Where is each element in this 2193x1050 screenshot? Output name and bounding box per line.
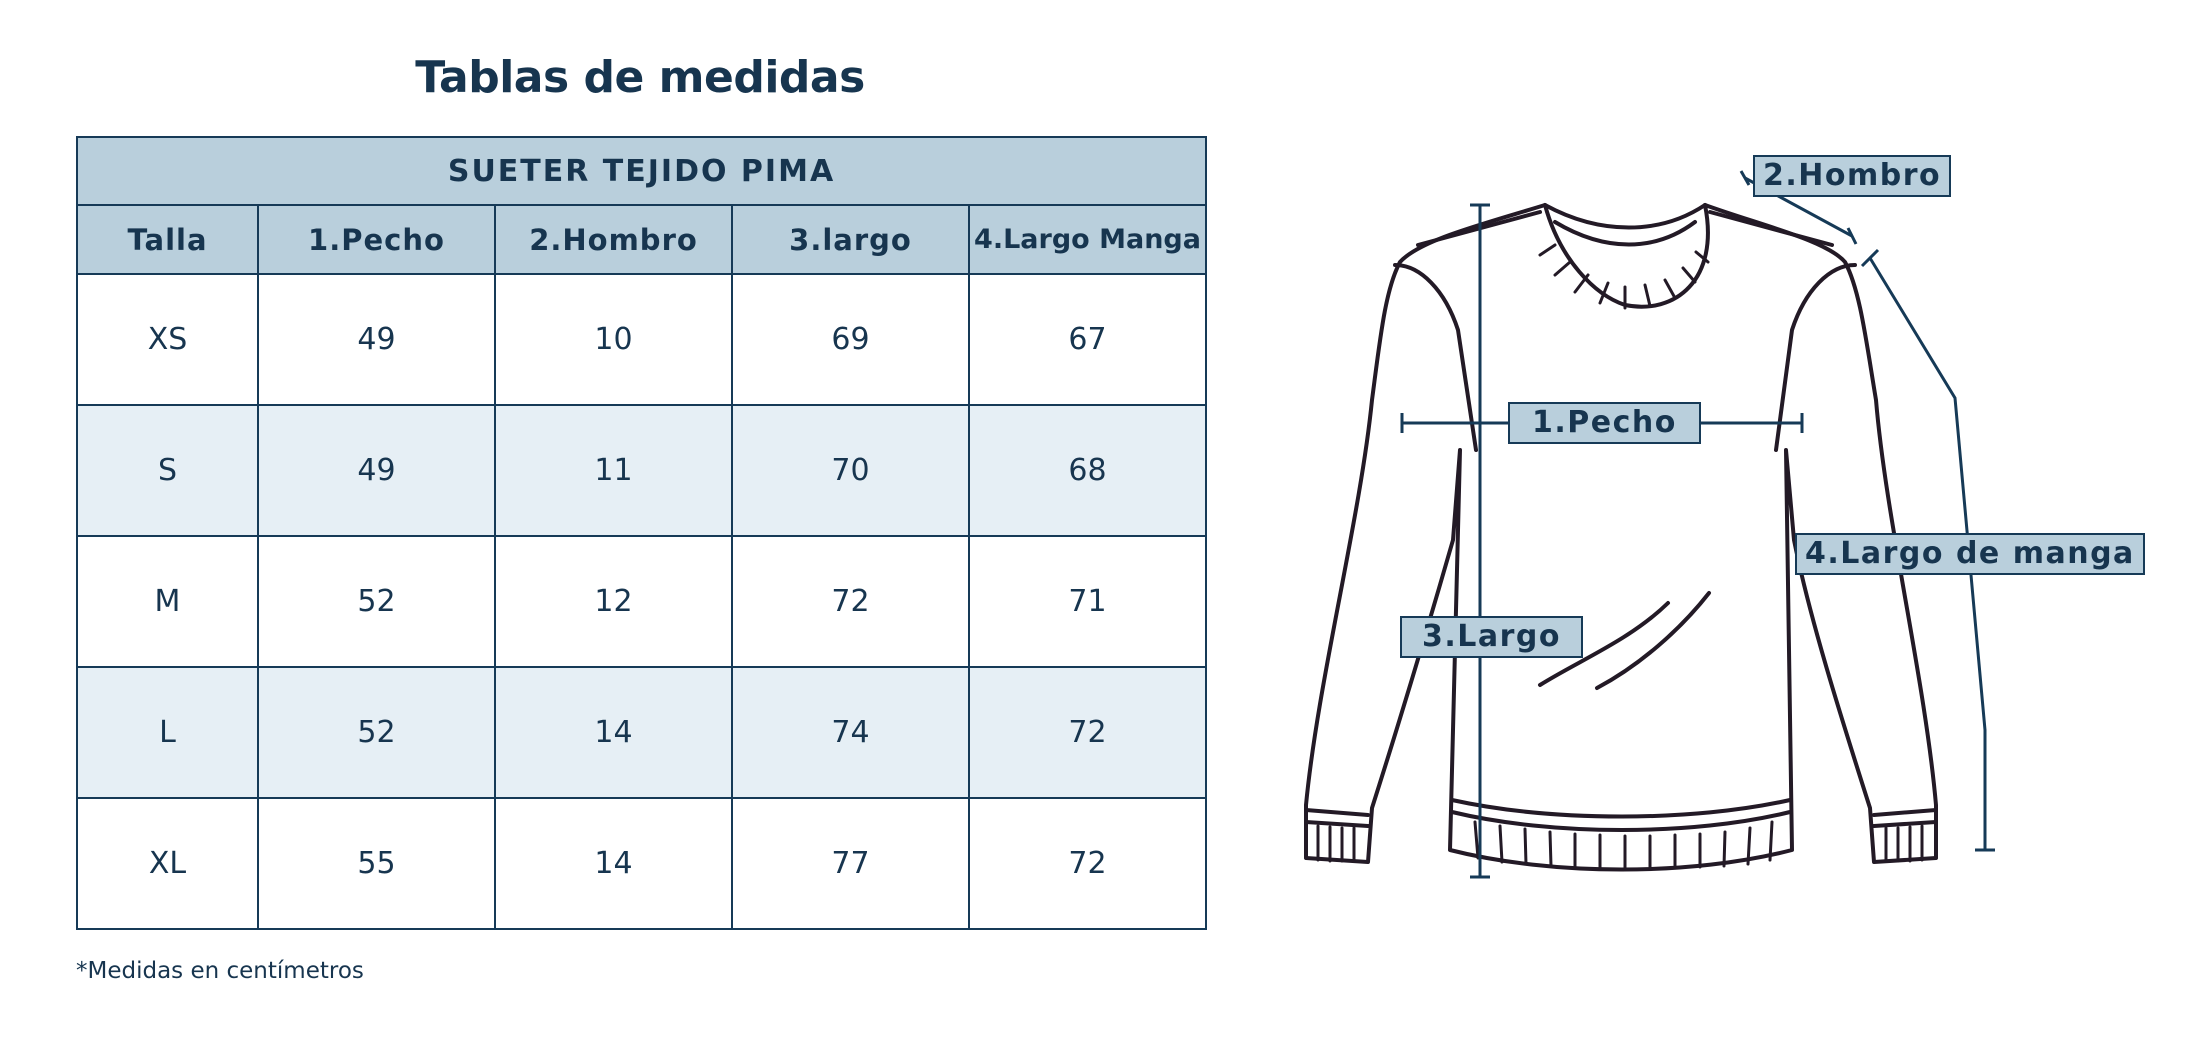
cell-sleeve: 72	[969, 667, 1206, 798]
chest-label: 1.Pecho	[1508, 402, 1701, 444]
cell-size: S	[77, 405, 258, 536]
hem-band-line	[1452, 800, 1790, 817]
cell-shoulder: 14	[495, 667, 732, 798]
cell-chest: 55	[258, 798, 495, 929]
header-shoulder: 2.Hombro	[495, 205, 732, 274]
product-name: SUETER TEJIDO PIMA	[77, 137, 1206, 205]
cell-size: XS	[77, 274, 258, 405]
cell-length: 70	[732, 405, 969, 536]
cell-shoulder: 12	[495, 536, 732, 667]
cell-shoulder: 11	[495, 405, 732, 536]
cell-length: 72	[732, 536, 969, 667]
cell-length: 74	[732, 667, 969, 798]
cell-chest: 52	[258, 536, 495, 667]
table-row	[77, 405, 1206, 536]
header-sleeve-length: 4.Largo Manga	[969, 205, 1206, 274]
cell-size: XL	[77, 798, 258, 929]
right-cuff	[1874, 810, 1936, 826]
cell-shoulder: 10	[495, 274, 732, 405]
table-row	[77, 536, 1206, 667]
cell-sleeve: 68	[969, 405, 1206, 536]
cell-chest: 52	[258, 667, 495, 798]
header-length: 3.largo	[732, 205, 969, 274]
sleeve-length-label: 4.Largo de manga	[1795, 533, 2145, 575]
measurement-footnote: *Medidas en centímetros	[76, 958, 364, 984]
fold-line	[1597, 593, 1709, 688]
table-row	[77, 798, 1206, 929]
cell-length: 69	[732, 274, 969, 405]
cell-sleeve: 72	[969, 798, 1206, 929]
column-header-row	[77, 205, 1206, 274]
product-name-row	[77, 137, 1206, 205]
cell-sleeve: 67	[969, 274, 1206, 405]
header-size: Talla	[77, 205, 258, 274]
right-cuff-ribs	[1886, 826, 1922, 861]
cell-length: 77	[732, 798, 969, 929]
page-title: Tablas de medidas	[415, 52, 865, 103]
cell-chest: 49	[258, 405, 495, 536]
table-row	[77, 274, 1206, 405]
left-cuff-ribs	[1318, 826, 1354, 861]
header-chest: 1.Pecho	[258, 205, 495, 274]
cell-size: M	[77, 536, 258, 667]
cell-chest: 49	[258, 274, 495, 405]
table-row	[77, 667, 1206, 798]
sweater-diagram	[1250, 130, 2150, 890]
cell-sleeve: 71	[969, 536, 1206, 667]
collar-inner	[1555, 222, 1695, 245]
left-cuff	[1306, 810, 1368, 826]
right-shoulder-seam	[1710, 212, 1832, 245]
size-chart-table	[76, 136, 1207, 930]
length-label: 3.Largo	[1400, 616, 1583, 658]
collar-top	[1545, 205, 1705, 228]
shoulder-label: 2.Hombro	[1753, 155, 1951, 197]
cell-size: L	[77, 667, 258, 798]
cell-shoulder: 14	[495, 798, 732, 929]
